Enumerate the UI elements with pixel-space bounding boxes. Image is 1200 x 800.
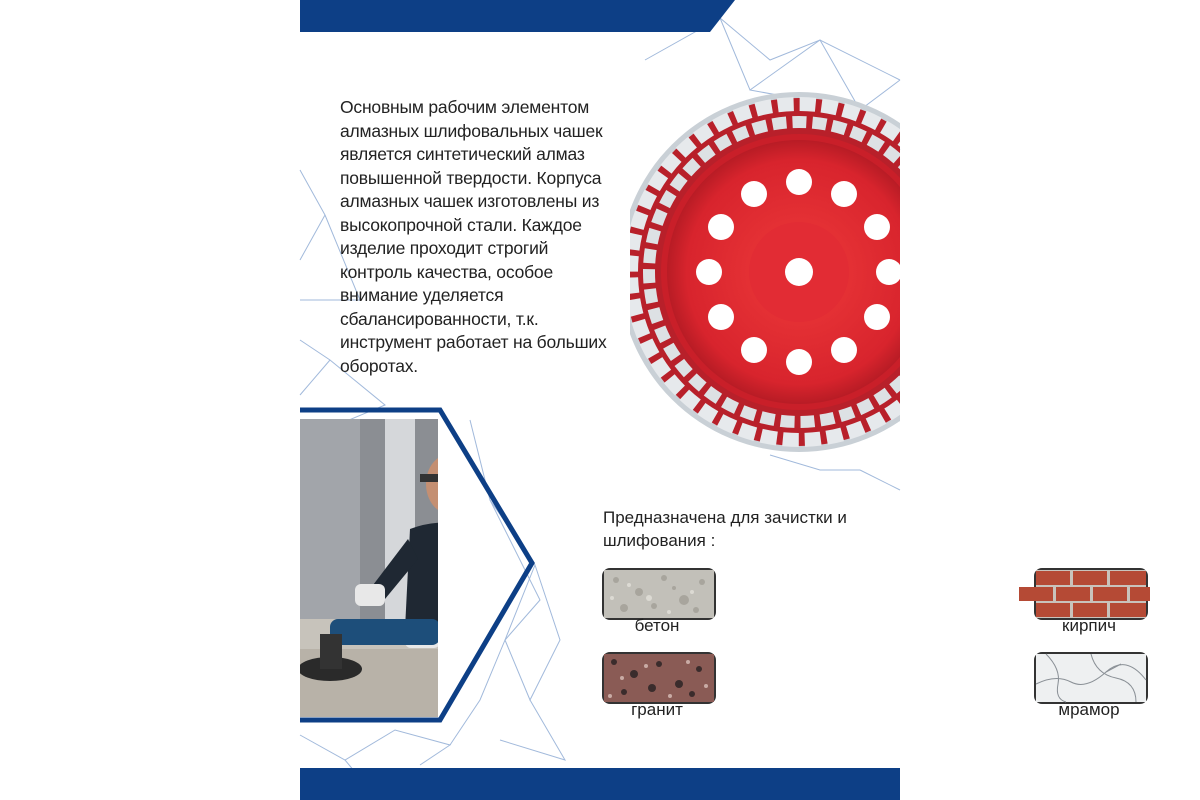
material-label-granite: гранит bbox=[631, 700, 683, 719]
purpose-heading: Предназначена для зачистки и шлифования : bbox=[603, 508, 847, 550]
material-label-brick: кирпич bbox=[1062, 616, 1116, 635]
granite-texture-icon bbox=[602, 652, 716, 704]
bottom-bar bbox=[300, 768, 900, 800]
worker-grinding-photo bbox=[300, 419, 440, 717]
concrete-texture-icon bbox=[602, 568, 716, 620]
product-card bbox=[300, 0, 1120, 800]
material-label-concrete: бетон bbox=[634, 616, 680, 635]
brick-texture-icon bbox=[1034, 568, 1148, 620]
diamond-cup-disc-image bbox=[630, 92, 900, 462]
marble-texture-icon bbox=[1034, 652, 1148, 704]
product-description: Основным рабочим элементом алмазных шлифовальных чашек является синтетический алмаз повышенной твердости. Корпуса алмазных чашек изготовлены из высокопрочной стали. Каждое изделие проходит строгий контроль качества, особое внимание уделяется сбалансированности, т.к. инструмент работает на больших оборотах. bbox=[340, 97, 607, 376]
top-bar bbox=[300, 0, 900, 32]
material-label-marble: мрамор bbox=[1058, 700, 1120, 719]
